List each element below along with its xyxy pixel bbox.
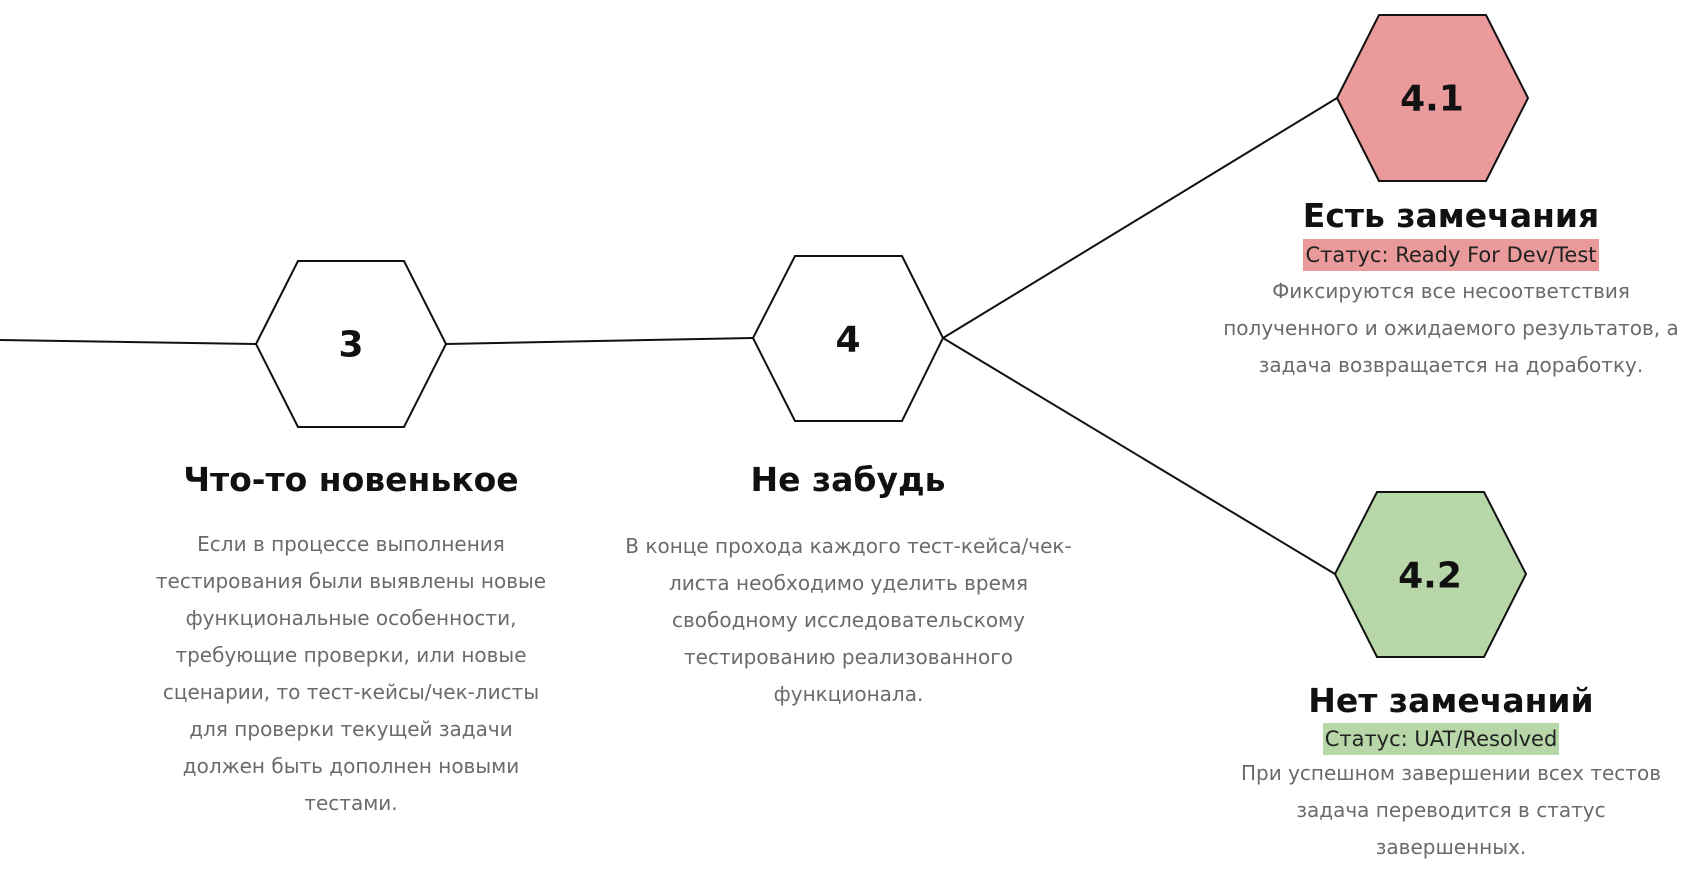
step-4-2-description: При успешном завершении всех тестов задача переводится в статус завершенных.	[1241, 761, 1661, 859]
hexagon-step-4-2	[1335, 492, 1526, 657]
hexagon-step-4	[753, 256, 943, 421]
step-3-description: Если в процессе выполнения тестирования были выявлены новые функциональные особенности, требующие проверки, или новые сценарии, то тест-кейсы/чек-листы для проверки текущей задачи должен быть дополнен новыми тестами.	[155, 532, 547, 815]
step-4-1-title: Есть замечания	[1302, 196, 1600, 235]
step-4-1-description: Фиксируются все несоответствия полученного и ожидаемого результатов, а задача возвращается на доработку.	[1223, 279, 1679, 377]
step-3-title: Что-то новенькое	[183, 460, 519, 499]
step-4-title: Не забудь	[750, 460, 946, 499]
step-4-description: В конце прохода каждого тест-кейса/чек-листа необходимо уделить время свободному исследовательскому тестированию реализованного функционала.	[625, 534, 1072, 706]
hexagon-number-4-2: 4.2	[1398, 555, 1462, 597]
hexagon-step-3	[256, 261, 446, 427]
step-4-1-block	[1216, 196, 1686, 384]
step-3-block	[136, 460, 566, 822]
hexagon-step-4-1	[1337, 15, 1528, 181]
hexagon-number-4-1: 4.1	[1400, 78, 1464, 120]
connector-incoming-to-3	[0, 340, 256, 344]
hexagon-number-4: 4	[835, 319, 861, 361]
connector-3-to-4	[446, 338, 753, 344]
status-badge-ready-for-dev-test: Статус: Ready For Dev/Test	[1303, 239, 1598, 271]
step-4-block	[625, 460, 1072, 713]
step-4-2-title: Нет замечаний	[1308, 681, 1594, 720]
hexagon-number-3: 3	[338, 324, 364, 366]
status-badge-uat-resolved: Статус: UAT/Resolved	[1323, 723, 1560, 755]
step-4-2-block	[1216, 681, 1686, 866]
